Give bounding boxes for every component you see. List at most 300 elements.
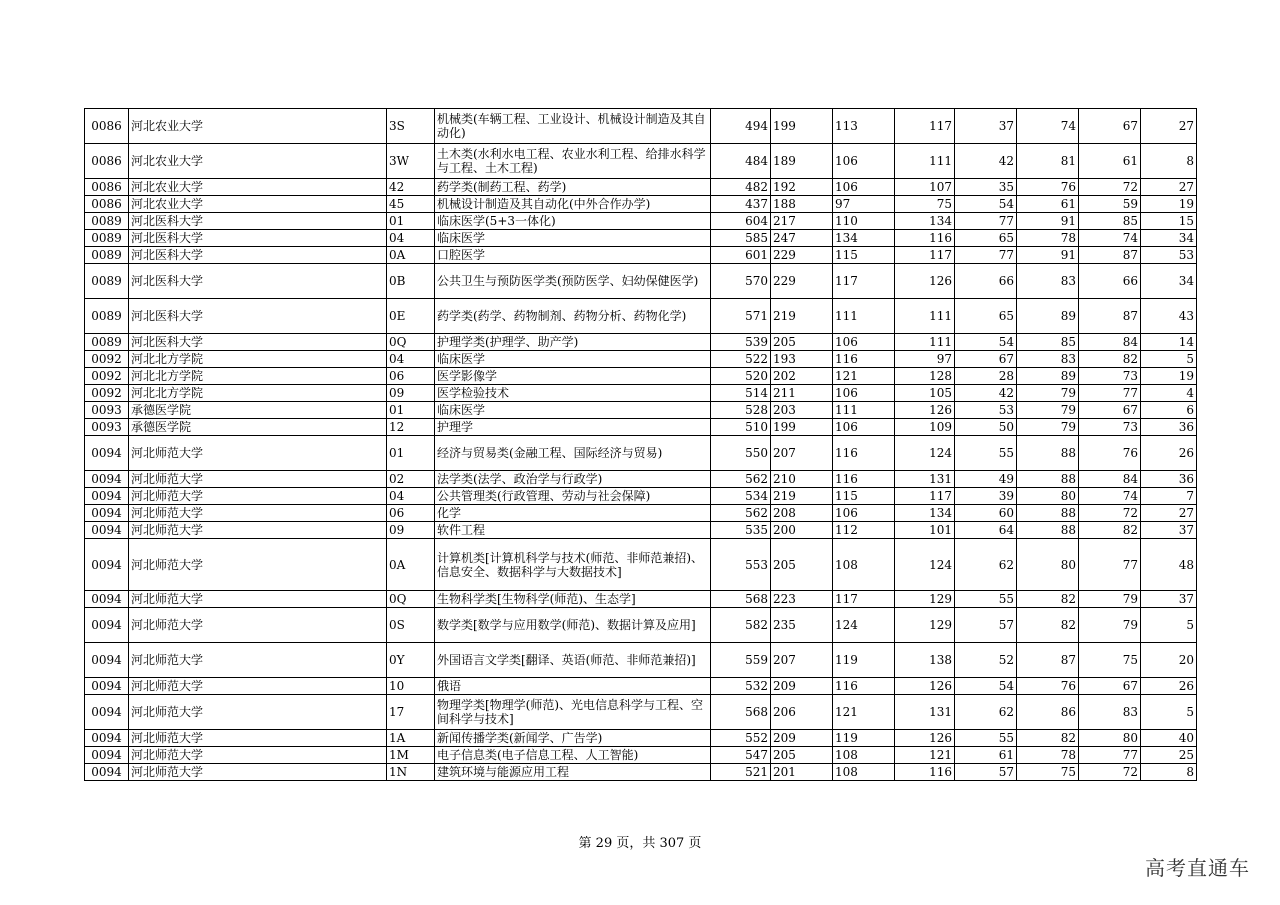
major-name-cell: 数学类[数学与应用数学(师范)、数据计算及应用] [435,608,711,643]
score-col5-cell: 83 [1017,351,1079,368]
score-col4-cell: 39 [955,488,1017,505]
score-col6-cell: 73 [1079,419,1141,436]
score-col2-cell: 97 [833,196,895,213]
table-row [85,247,1197,264]
school-name-cell: 河北农业大学 [129,196,387,213]
table-row [85,505,1197,522]
total-score-cell: 604 [711,213,771,230]
school-name-cell: 河北师范大学 [129,471,387,488]
score-col3-cell: 111 [895,334,955,351]
score-col4-cell: 57 [955,608,1017,643]
score-col5-cell: 87 [1017,643,1079,678]
score-col6-cell: 66 [1079,264,1141,299]
score-col3-cell: 109 [895,419,955,436]
school-code-cell: 0086 [85,144,129,179]
score-col5-cell: 83 [1017,264,1079,299]
score-col2-cell: 108 [833,764,895,781]
school-name-cell: 河北师范大学 [129,539,387,591]
school-name-cell: 承德医学院 [129,419,387,436]
score-col1-cell: 247 [771,230,833,247]
score-col1-cell: 208 [771,505,833,522]
score-col2-cell: 106 [833,144,895,179]
major-code-cell: 01 [387,213,435,230]
table-row [85,471,1197,488]
score-col3-cell: 129 [895,608,955,643]
major-name-cell: 临床医学 [435,402,711,419]
major-name-cell: 俄语 [435,678,711,695]
score-col7-cell: 27 [1141,505,1197,522]
major-name-cell: 新闻传播学类(新闻学、广告学) [435,730,711,747]
watermark-logo: 高考直通车 [1145,856,1250,880]
score-col6-cell: 67 [1079,402,1141,419]
score-col3-cell: 116 [895,230,955,247]
table-row [85,213,1197,230]
major-code-cell: 12 [387,419,435,436]
score-col7-cell: 4 [1141,385,1197,402]
score-col1-cell: 193 [771,351,833,368]
score-col4-cell: 62 [955,695,1017,730]
score-col1-cell: 211 [771,385,833,402]
score-col4-cell: 52 [955,643,1017,678]
score-col2-cell: 106 [833,385,895,402]
score-col6-cell: 77 [1079,747,1141,764]
major-code-cell: 3W [387,144,435,179]
school-code-cell: 0086 [85,179,129,196]
score-col3-cell: 121 [895,747,955,764]
score-col1-cell: 189 [771,144,833,179]
score-col4-cell: 54 [955,196,1017,213]
score-col5-cell: 91 [1017,213,1079,230]
score-col4-cell: 35 [955,179,1017,196]
school-code-cell: 0094 [85,591,129,608]
major-code-cell: 0A [387,247,435,264]
school-code-cell: 0093 [85,419,129,436]
score-col6-cell: 74 [1079,488,1141,505]
major-code-cell: 1M [387,747,435,764]
score-col2-cell: 119 [833,730,895,747]
school-name-cell: 河北医科大学 [129,213,387,230]
total-score-cell: 585 [711,230,771,247]
major-code-cell: 06 [387,505,435,522]
total-score-cell: 570 [711,264,771,299]
table-row [85,764,1197,781]
score-col7-cell: 25 [1141,747,1197,764]
major-code-cell: 0Q [387,334,435,351]
total-score-cell: 547 [711,747,771,764]
score-col5-cell: 89 [1017,368,1079,385]
score-col3-cell: 126 [895,402,955,419]
table-row [85,747,1197,764]
major-name-cell: 建筑环境与能源应用工程 [435,764,711,781]
major-code-cell: 10 [387,678,435,695]
school-code-cell: 0094 [85,505,129,522]
score-col2-cell: 111 [833,402,895,419]
school-name-cell: 河北师范大学 [129,436,387,471]
score-col2-cell: 115 [833,247,895,264]
score-col1-cell: 201 [771,764,833,781]
school-code-cell: 0094 [85,678,129,695]
score-col7-cell: 36 [1141,419,1197,436]
score-col4-cell: 50 [955,419,1017,436]
major-code-cell: 42 [387,179,435,196]
score-col6-cell: 76 [1079,436,1141,471]
score-col2-cell: 116 [833,678,895,695]
major-code-cell: 0B [387,264,435,299]
score-col1-cell: 200 [771,522,833,539]
score-col1-cell: 229 [771,264,833,299]
total-score-cell: 553 [711,539,771,591]
total-score-cell: 532 [711,678,771,695]
score-col1-cell: 207 [771,643,833,678]
major-name-cell: 药学类(药学、药物制剂、药物分析、药物化学) [435,299,711,334]
major-name-cell: 土木类(水利水电工程、农业水利工程、给排水科学与工程、土木工程) [435,144,711,179]
score-col6-cell: 67 [1079,678,1141,695]
table-row [85,730,1197,747]
score-col6-cell: 80 [1079,730,1141,747]
school-code-cell: 0092 [85,385,129,402]
score-col6-cell: 72 [1079,505,1141,522]
score-col3-cell: 117 [895,247,955,264]
score-col5-cell: 80 [1017,539,1079,591]
score-col5-cell: 76 [1017,678,1079,695]
score-col5-cell: 78 [1017,747,1079,764]
score-col6-cell: 73 [1079,368,1141,385]
score-col4-cell: 42 [955,385,1017,402]
score-col3-cell: 124 [895,436,955,471]
school-name-cell: 河北医科大学 [129,230,387,247]
total-score-cell: 582 [711,608,771,643]
major-code-cell: 09 [387,522,435,539]
school-name-cell: 河北师范大学 [129,522,387,539]
score-col4-cell: 60 [955,505,1017,522]
score-col7-cell: 40 [1141,730,1197,747]
score-col7-cell: 15 [1141,213,1197,230]
major-name-cell: 机械类(车辆工程、工业设计、机械设计制造及其自动化) [435,109,711,144]
table-row [85,436,1197,471]
score-col2-cell: 116 [833,436,895,471]
score-col2-cell: 121 [833,695,895,730]
score-col5-cell: 82 [1017,608,1079,643]
score-col3-cell: 75 [895,196,955,213]
score-col2-cell: 112 [833,522,895,539]
score-col6-cell: 84 [1079,471,1141,488]
score-col1-cell: 219 [771,488,833,505]
score-col2-cell: 117 [833,591,895,608]
score-col2-cell: 111 [833,299,895,334]
school-name-cell: 河北师范大学 [129,678,387,695]
score-col4-cell: 37 [955,109,1017,144]
table-row [85,539,1197,591]
score-col4-cell: 66 [955,264,1017,299]
major-code-cell: 17 [387,695,435,730]
total-score-cell: 559 [711,643,771,678]
total-score-cell: 534 [711,488,771,505]
score-col7-cell: 6 [1141,402,1197,419]
major-name-cell: 护理学 [435,419,711,436]
score-col3-cell: 134 [895,505,955,522]
school-name-cell: 河北师范大学 [129,505,387,522]
school-code-cell: 0094 [85,488,129,505]
score-col3-cell: 131 [895,471,955,488]
school-code-cell: 0092 [85,351,129,368]
score-col7-cell: 48 [1141,539,1197,591]
school-code-cell: 0094 [85,436,129,471]
school-code-cell: 0094 [85,608,129,643]
score-col1-cell: 202 [771,368,833,385]
score-col6-cell: 72 [1079,179,1141,196]
score-col4-cell: 62 [955,539,1017,591]
score-col1-cell: 205 [771,747,833,764]
score-col2-cell: 113 [833,109,895,144]
score-col4-cell: 61 [955,747,1017,764]
major-code-cell: 45 [387,196,435,213]
school-code-cell: 0089 [85,264,129,299]
total-score-cell: 510 [711,419,771,436]
table-row [85,488,1197,505]
total-score-cell: 437 [711,196,771,213]
score-table [84,108,1197,781]
score-col3-cell: 128 [895,368,955,385]
score-col1-cell: 188 [771,196,833,213]
school-name-cell: 承德医学院 [129,402,387,419]
total-score-cell: 482 [711,179,771,196]
table-row [85,264,1197,299]
school-name-cell: 河北农业大学 [129,179,387,196]
score-col5-cell: 88 [1017,505,1079,522]
score-col7-cell: 5 [1141,695,1197,730]
score-col2-cell: 119 [833,643,895,678]
score-col6-cell: 61 [1079,144,1141,179]
school-code-cell: 0094 [85,539,129,591]
score-col1-cell: 210 [771,471,833,488]
table-row [85,608,1197,643]
score-col2-cell: 134 [833,230,895,247]
score-col4-cell: 65 [955,230,1017,247]
score-col4-cell: 28 [955,368,1017,385]
major-code-cell: 1N [387,764,435,781]
school-code-cell: 0089 [85,247,129,264]
score-col4-cell: 57 [955,764,1017,781]
major-code-cell: 0Q [387,591,435,608]
score-col2-cell: 117 [833,264,895,299]
score-col4-cell: 65 [955,299,1017,334]
score-col3-cell: 97 [895,351,955,368]
score-col3-cell: 107 [895,179,955,196]
score-col4-cell: 55 [955,591,1017,608]
major-code-cell: 0A [387,539,435,591]
total-score-cell: 520 [711,368,771,385]
score-col1-cell: 199 [771,419,833,436]
score-col6-cell: 79 [1079,608,1141,643]
school-name-cell: 河北师范大学 [129,747,387,764]
major-code-cell: 3S [387,109,435,144]
school-code-cell: 0086 [85,109,129,144]
score-col5-cell: 79 [1017,402,1079,419]
score-col4-cell: 77 [955,247,1017,264]
score-col7-cell: 34 [1141,230,1197,247]
major-code-cell: 01 [387,402,435,419]
major-name-cell: 医学检验技术 [435,385,711,402]
major-code-cell: 0Y [387,643,435,678]
score-col3-cell: 105 [895,385,955,402]
score-col4-cell: 67 [955,351,1017,368]
total-score-cell: 521 [711,764,771,781]
major-code-cell: 01 [387,436,435,471]
total-score-cell: 539 [711,334,771,351]
total-score-cell: 601 [711,247,771,264]
score-col5-cell: 79 [1017,385,1079,402]
major-name-cell: 外国语言文学类[翻译、英语(师范、非师范兼招)] [435,643,711,678]
school-name-cell: 河北北方学院 [129,351,387,368]
score-col5-cell: 88 [1017,436,1079,471]
score-col2-cell: 116 [833,471,895,488]
major-code-cell: 04 [387,230,435,247]
table-row [85,144,1197,179]
major-code-cell: 0S [387,608,435,643]
score-col3-cell: 126 [895,730,955,747]
major-name-cell: 临床医学(5+3一体化) [435,213,711,230]
table-row [85,419,1197,436]
score-col7-cell: 5 [1141,608,1197,643]
major-name-cell: 护理学类(护理学、助产学) [435,334,711,351]
total-score-cell: 571 [711,299,771,334]
score-col3-cell: 111 [895,299,955,334]
table-body [85,109,1197,781]
total-score-cell: 535 [711,522,771,539]
major-code-cell: 0E [387,299,435,334]
score-col1-cell: 207 [771,436,833,471]
score-col6-cell: 82 [1079,351,1141,368]
score-col7-cell: 36 [1141,471,1197,488]
school-name-cell: 河北医科大学 [129,334,387,351]
score-col5-cell: 79 [1017,419,1079,436]
major-name-cell: 公共卫生与预防医学类(预防医学、妇幼保健医学) [435,264,711,299]
score-col6-cell: 85 [1079,213,1141,230]
score-col7-cell: 37 [1141,522,1197,539]
major-name-cell: 公共管理类(行政管理、劳动与社会保障) [435,488,711,505]
score-col7-cell: 19 [1141,196,1197,213]
total-score-cell: 514 [711,385,771,402]
score-col3-cell: 101 [895,522,955,539]
major-code-cell: 09 [387,385,435,402]
score-col4-cell: 77 [955,213,1017,230]
major-name-cell: 临床医学 [435,230,711,247]
score-col5-cell: 82 [1017,730,1079,747]
table-row [85,678,1197,695]
score-col2-cell: 106 [833,419,895,436]
school-code-cell: 0094 [85,695,129,730]
school-code-cell: 0094 [85,471,129,488]
score-col2-cell: 116 [833,351,895,368]
school-code-cell: 0094 [85,764,129,781]
score-col4-cell: 53 [955,402,1017,419]
score-col2-cell: 106 [833,179,895,196]
score-col6-cell: 59 [1079,196,1141,213]
score-col5-cell: 81 [1017,144,1079,179]
score-col1-cell: 235 [771,608,833,643]
school-name-cell: 河北医科大学 [129,247,387,264]
score-col2-cell: 115 [833,488,895,505]
score-col6-cell: 84 [1079,334,1141,351]
major-name-cell: 医学影像学 [435,368,711,385]
score-col3-cell: 117 [895,488,955,505]
score-col7-cell: 8 [1141,144,1197,179]
score-col6-cell: 87 [1079,299,1141,334]
score-col5-cell: 80 [1017,488,1079,505]
school-name-cell: 河北师范大学 [129,695,387,730]
score-col5-cell: 82 [1017,591,1079,608]
total-score-cell: 494 [711,109,771,144]
school-code-cell: 0089 [85,213,129,230]
score-col1-cell: 217 [771,213,833,230]
score-col3-cell: 124 [895,539,955,591]
school-code-cell: 0089 [85,334,129,351]
table-row [85,351,1197,368]
score-col5-cell: 74 [1017,109,1079,144]
score-col6-cell: 75 [1079,643,1141,678]
score-col4-cell: 54 [955,678,1017,695]
school-code-cell: 0094 [85,730,129,747]
score-col7-cell: 19 [1141,368,1197,385]
score-col6-cell: 74 [1079,230,1141,247]
table-row [85,230,1197,247]
score-col3-cell: 134 [895,213,955,230]
score-col7-cell: 8 [1141,764,1197,781]
total-score-cell: 568 [711,695,771,730]
school-name-cell: 河北北方学院 [129,385,387,402]
score-col3-cell: 129 [895,591,955,608]
score-col4-cell: 42 [955,144,1017,179]
score-col5-cell: 61 [1017,196,1079,213]
score-col1-cell: 219 [771,299,833,334]
score-col5-cell: 88 [1017,471,1079,488]
major-name-cell: 化学 [435,505,711,522]
score-col6-cell: 67 [1079,109,1141,144]
school-name-cell: 河北师范大学 [129,488,387,505]
total-score-cell: 562 [711,505,771,522]
score-col2-cell: 121 [833,368,895,385]
major-name-cell: 口腔医学 [435,247,711,264]
major-code-cell: 02 [387,471,435,488]
score-col1-cell: 209 [771,730,833,747]
score-col1-cell: 206 [771,695,833,730]
school-name-cell: 河北师范大学 [129,764,387,781]
major-code-cell: 04 [387,488,435,505]
score-col5-cell: 76 [1017,179,1079,196]
score-col7-cell: 53 [1141,247,1197,264]
score-col6-cell: 77 [1079,385,1141,402]
school-code-cell: 0092 [85,368,129,385]
school-name-cell: 河北北方学院 [129,368,387,385]
score-col2-cell: 108 [833,747,895,764]
school-code-cell: 0086 [85,196,129,213]
school-name-cell: 河北师范大学 [129,608,387,643]
score-col4-cell: 55 [955,436,1017,471]
table-row [85,385,1197,402]
score-col1-cell: 203 [771,402,833,419]
score-col7-cell: 34 [1141,264,1197,299]
score-col5-cell: 75 [1017,764,1079,781]
table-row [85,643,1197,678]
total-score-cell: 522 [711,351,771,368]
score-col1-cell: 209 [771,678,833,695]
score-col6-cell: 83 [1079,695,1141,730]
score-col7-cell: 27 [1141,179,1197,196]
major-name-cell: 机械设计制造及其自动化(中外合作办学) [435,196,711,213]
school-code-cell: 0094 [85,747,129,764]
total-score-cell: 528 [711,402,771,419]
score-col2-cell: 108 [833,539,895,591]
